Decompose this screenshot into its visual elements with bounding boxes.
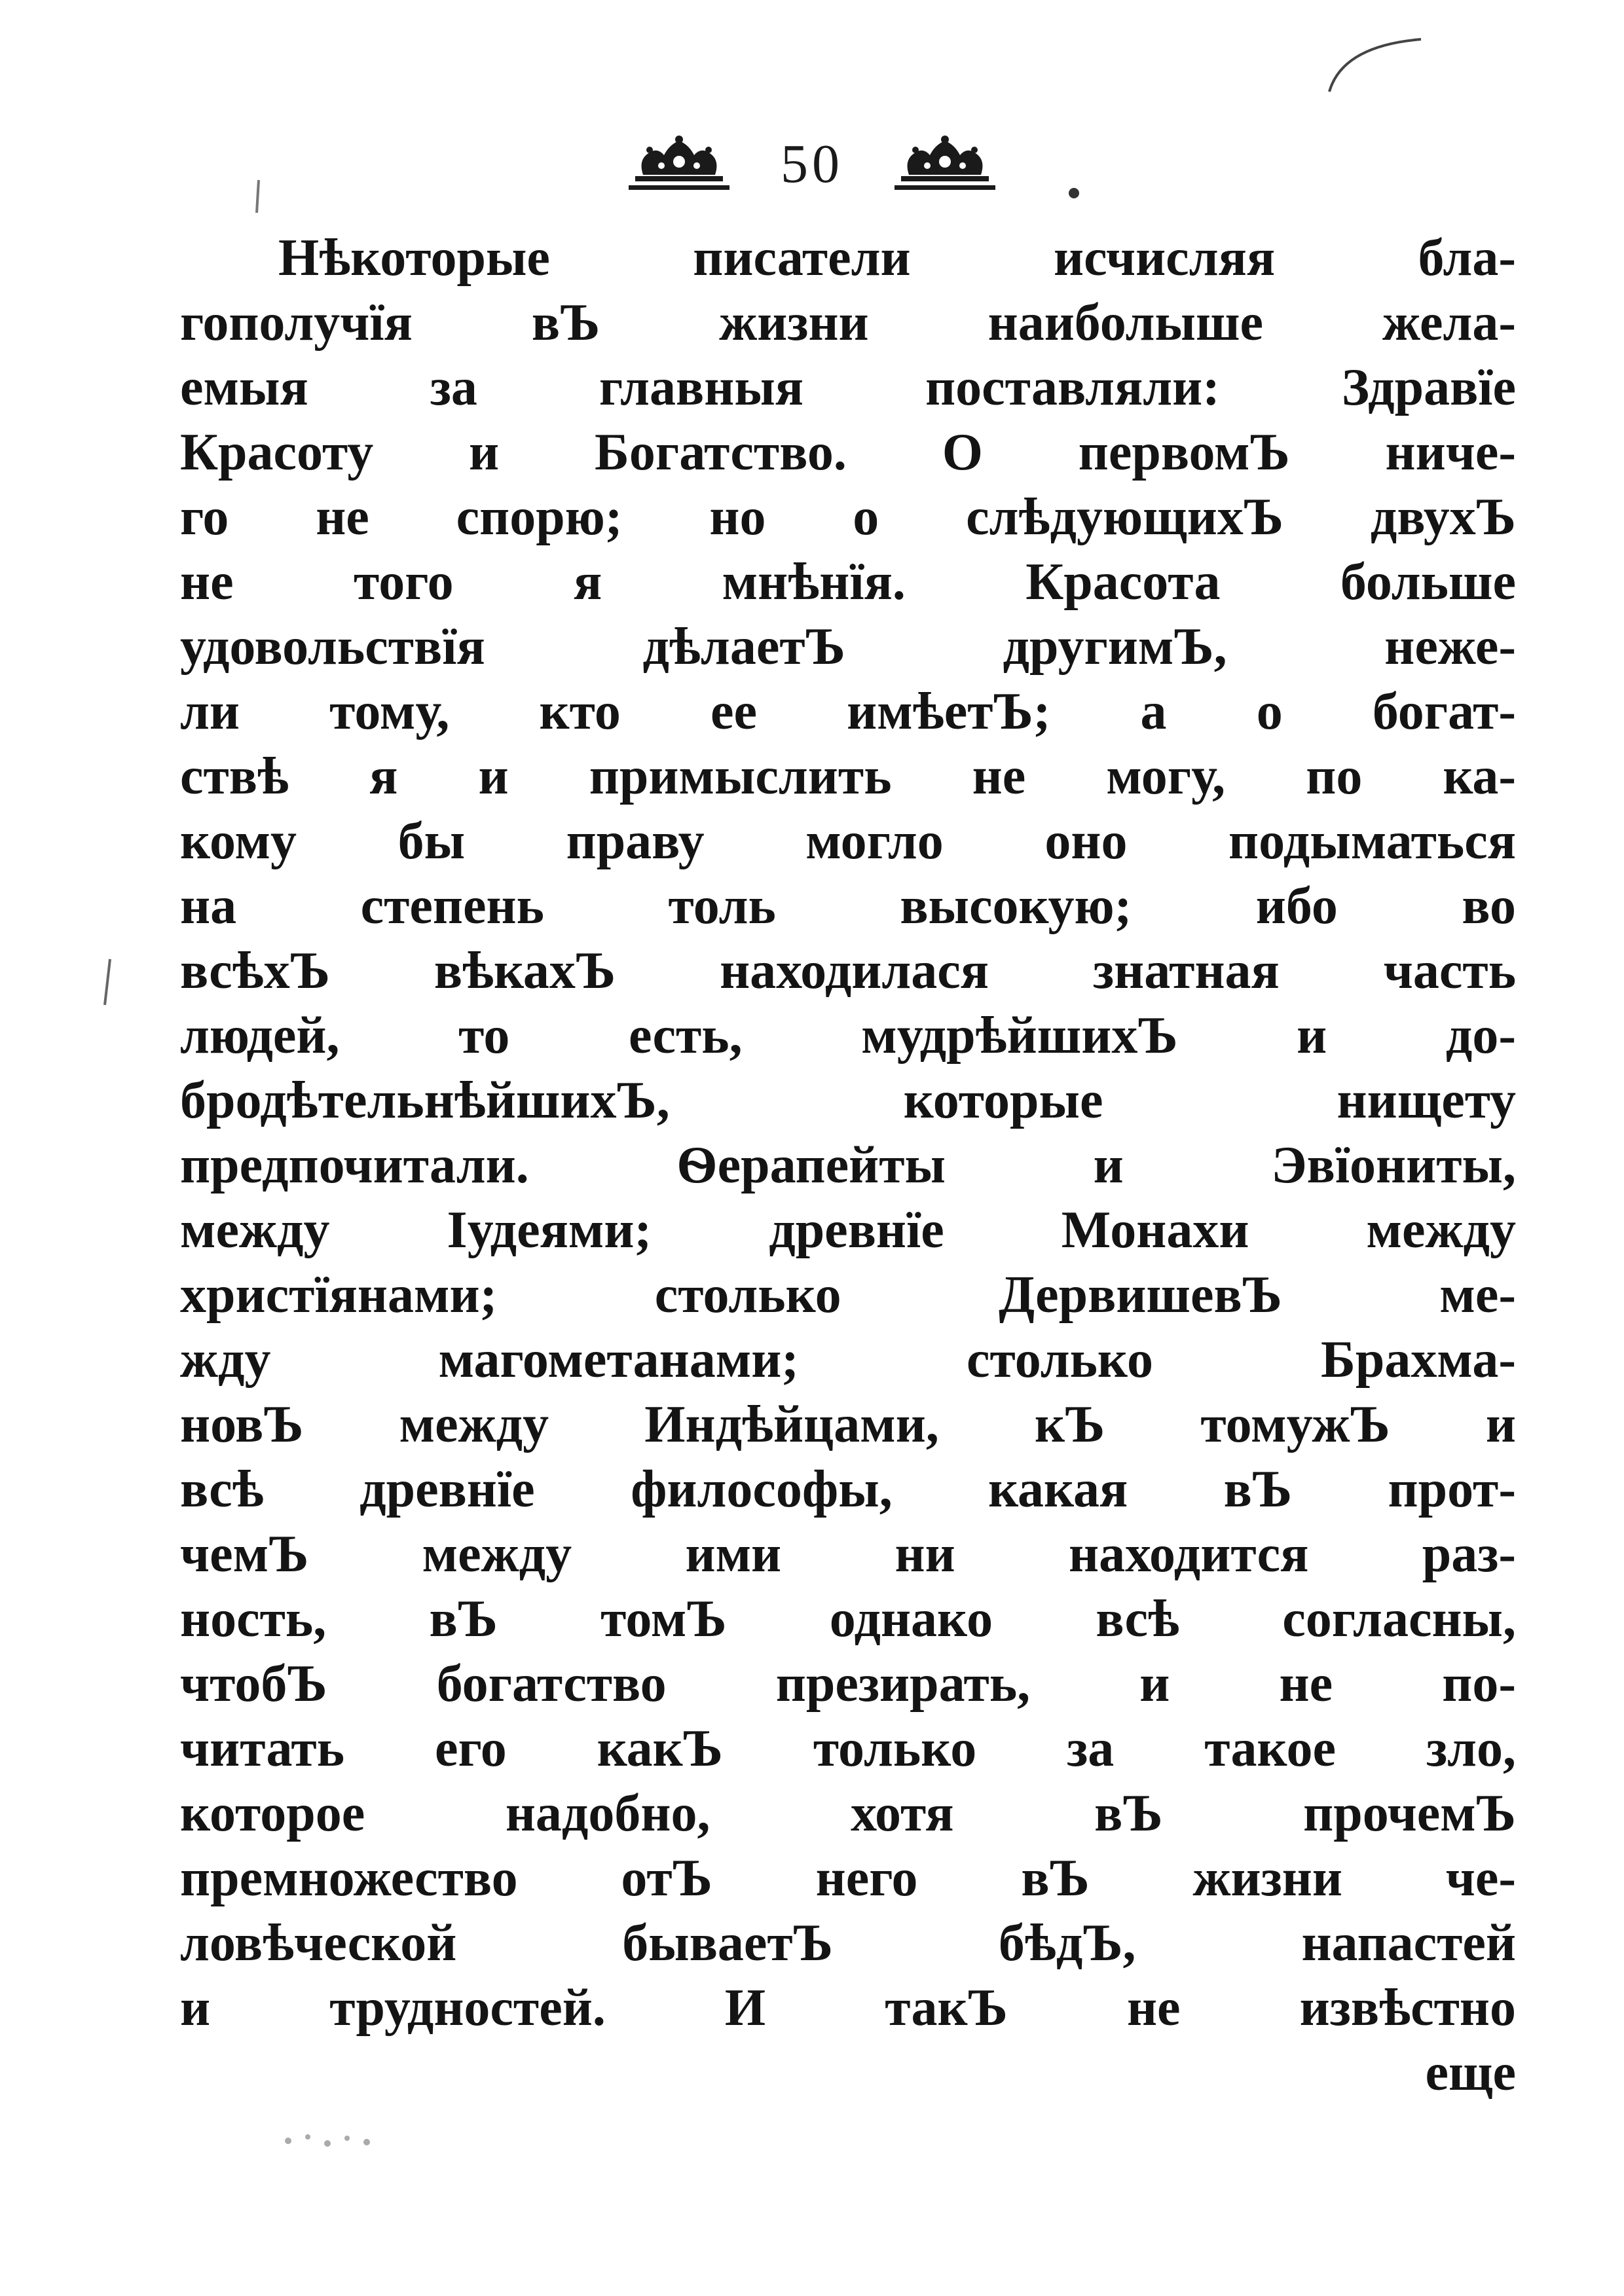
- text-line: читать его какЪ только за такое зло,: [180, 1720, 1516, 1777]
- text-line: емыя за главныя поставляли: Здравїе: [180, 359, 1516, 416]
- text-line: премножество отЪ него вЪ жизни че-: [180, 1850, 1516, 1907]
- text-line: ли тому, кто ее имѣетЪ; а о богат-: [180, 683, 1516, 740]
- text-line: кому бы праву могло оно подыматься: [180, 812, 1516, 870]
- text-line: жду магометанами; столько Брахма-: [180, 1331, 1516, 1389]
- crown-ornament-icon: [623, 133, 735, 195]
- body-text: [180, 226, 1516, 2105]
- scan-mark: [275, 2121, 380, 2160]
- text-line: ность, вЪ томЪ однако всѣ согласны,: [180, 1590, 1516, 1648]
- text-line: удовольствїя дѣлаетЪ другимЪ, неже-: [180, 618, 1516, 676]
- text-line: между Іудеями; древнїе Монахи между: [180, 1201, 1516, 1259]
- scan-mark: [98, 956, 118, 1008]
- text-line: которое надобно, хотя вЪ прочемЪ: [180, 1785, 1516, 1842]
- text-line: ствѣ я и примыслить не могу, по ка-: [180, 748, 1516, 805]
- text-line: не того я мнѣнїя. Красота больше: [180, 553, 1516, 611]
- crown-ornament-icon: [889, 133, 1001, 195]
- scan-mark: [1061, 180, 1087, 206]
- text-line: и трудностей. И такЪ не извѣстно: [180, 1979, 1516, 2037]
- catchword: еще: [1425, 2044, 1516, 2102]
- text-line: гополучїя вЪ жизни наиболыше жела-: [180, 294, 1516, 352]
- page-number: 50: [781, 133, 843, 194]
- page-header: [0, 118, 1624, 210]
- text-line: Красоту и Богатство. О первомЪ ниче-: [180, 424, 1516, 481]
- text-line: чемЪ между ими ни находится раз-: [180, 1525, 1516, 1583]
- text-line: го не спорю; но о слѣдующихЪ двухЪ: [180, 488, 1516, 546]
- scan-mark: [1323, 26, 1428, 98]
- scan-mark: [249, 177, 268, 216]
- text-line: на степень толь высокую; ибо во: [180, 877, 1516, 935]
- text-line: чтобЪ богатство презирать, и не по-: [180, 1655, 1516, 1713]
- text-line: новЪ между Индѣйцами, кЪ томужЪ и: [180, 1396, 1516, 1453]
- text-line: всѣхЪ вѣкахЪ находилася знатная часть: [180, 942, 1516, 1000]
- text-line: всѣ древнїе философы, какая вЪ прот-: [180, 1461, 1516, 1518]
- text-line: ловѣческой бываетЪ бѣдЪ, напастей: [180, 1914, 1516, 1972]
- text-line: христїянами; столько ДервишевЪ ме-: [180, 1266, 1516, 1324]
- text-line: предпочитали. Ѳерапейты и Эвїониты,: [180, 1137, 1516, 1194]
- text-line: людей, то есть, мудрѣйшихЪ и до-: [180, 1007, 1516, 1065]
- text-line: бродѣтельнѣйшихЪ, которые нищету: [180, 1072, 1516, 1129]
- text-line: Нѣкоторые писатели исчисляя бла-: [278, 229, 1516, 287]
